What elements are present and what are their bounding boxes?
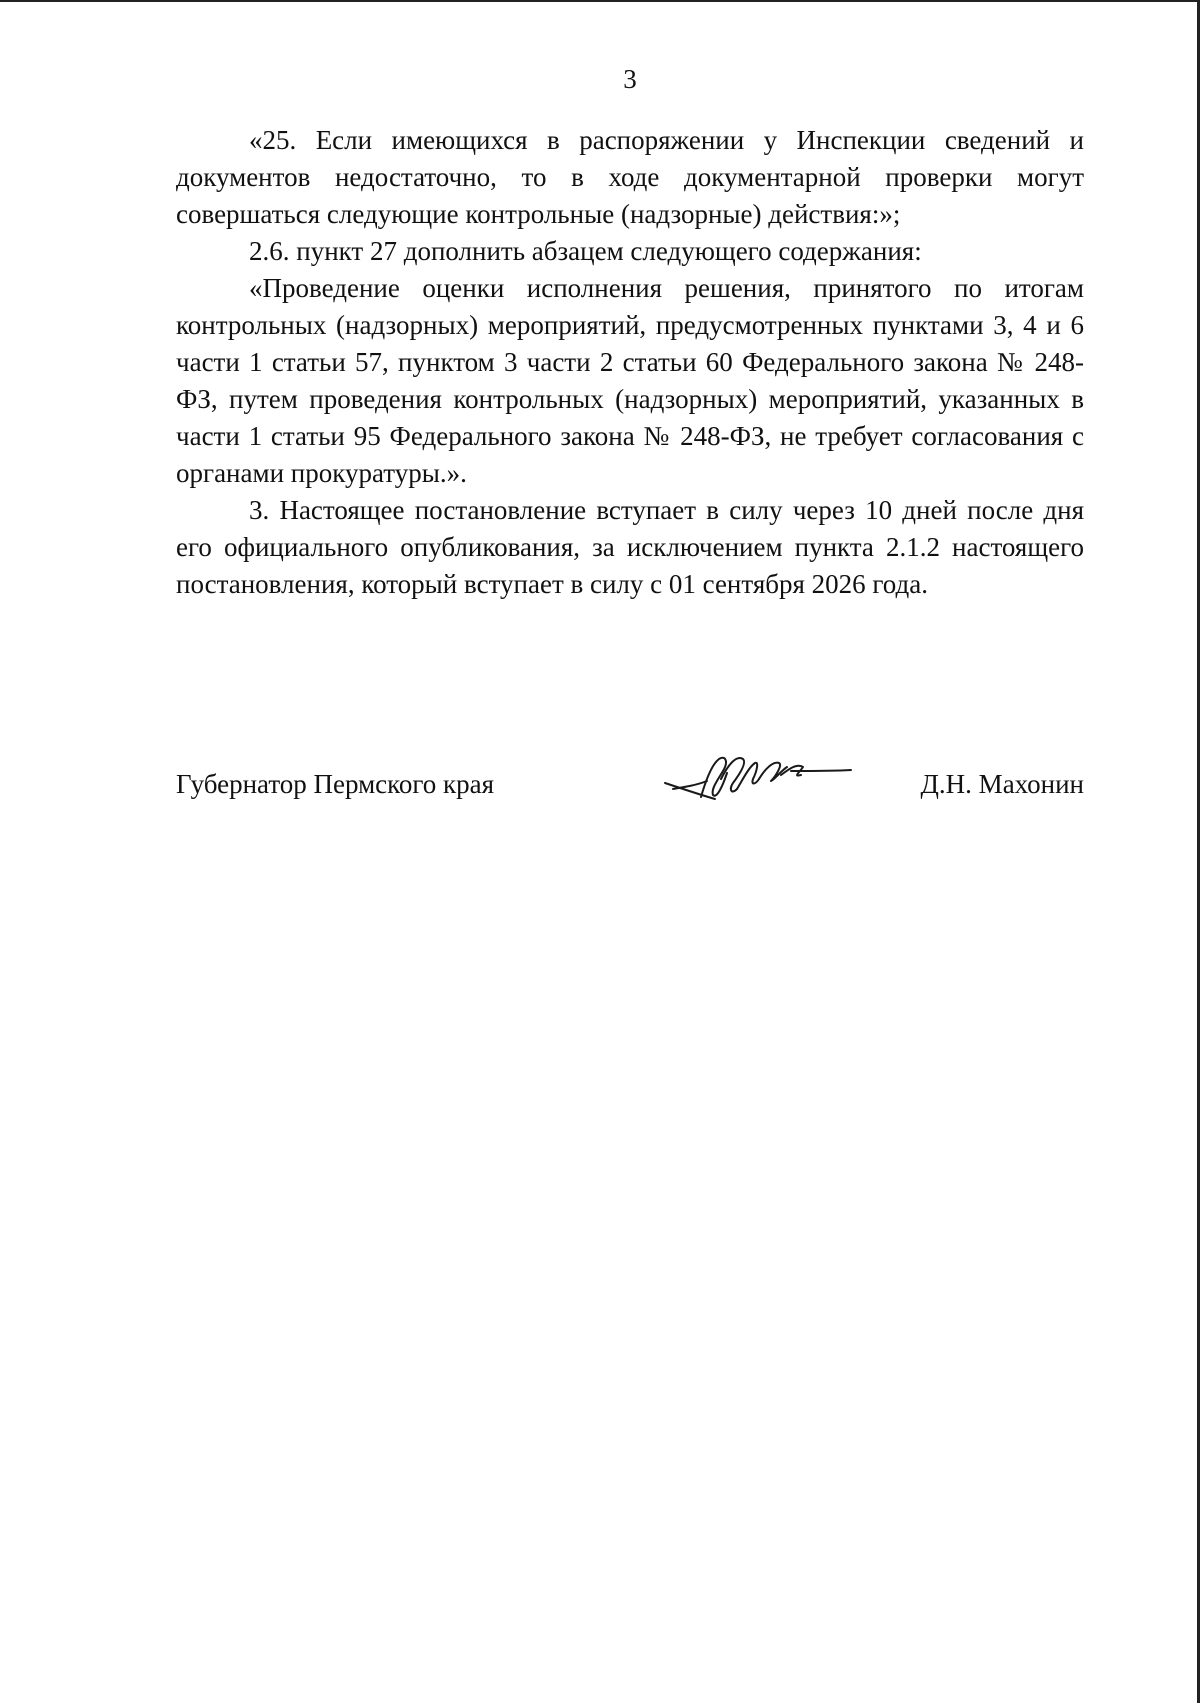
signatory-title: Губернатор Пермского края [176,769,495,799]
scan-edge-top [0,0,1200,2]
paragraph-item-3-effective-date: 3. Настоящее постановление вступает в силу через 10 дней после дня его официального опубликования, за исключением пункта 2.1.2 настоящего постановления, который вступает в силу с 01 сентября 2026 года. [176,495,1084,599]
signatory-name: Д.Н. Махонин [920,769,1084,799]
handwritten-signature [663,749,853,819]
signature-block [176,766,1084,826]
page-number: 3 [623,64,637,94]
paragraph-item-2-6: 2.6. пункт 27 дополнить абзацем следующего содержания: [249,236,922,266]
paragraph-item-25: «25. Если имеющихся в распоряжении у Инспекции сведений и документов недостаточно, то в ходе документарной проверки могут совершаться следующие контрольные (надзорные) действия:»; [176,125,1084,229]
document-body [176,122,1084,603]
paragraph-item-27-addition: «Проведение оценки исполнения решения, принятого по итогам контрольных (надзорных) мероприятий, предусмотренных пунктами 3, 4 и 6 части 1 статьи 57, пунктом 3 части 2 статьи 60 Федерального закона № 248-ФЗ, путем проведения контрольных (надзорных) мероприятий, указанных в части 1 статьи 95 Федерального закона № 248-ФЗ, не требует согласования с органами прокуратуры.». [176,273,1084,488]
